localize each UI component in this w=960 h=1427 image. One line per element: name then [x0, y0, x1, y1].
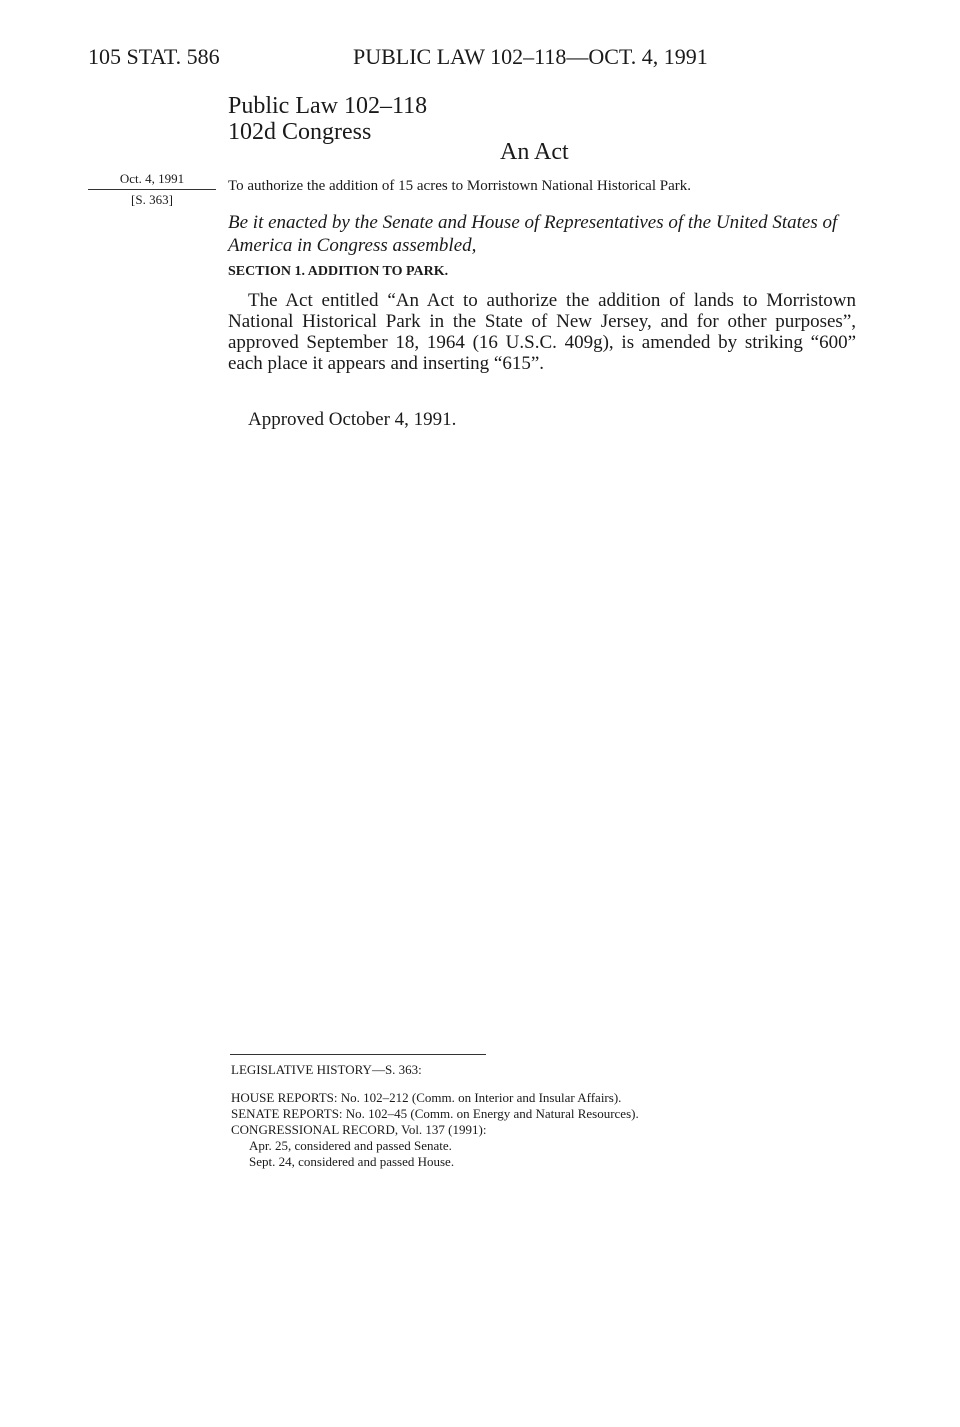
record-item: Sept. 24, considered and passed House.	[249, 1154, 455, 1169]
legislative-history	[231, 1090, 639, 1170]
margin-note	[88, 170, 216, 209]
enacting-clause: Be it enacted by the Senate and House of Representatives of the United States of America in Congress assembled,	[228, 212, 838, 256]
section-heading: SECTION 1. ADDITION TO PARK.	[228, 264, 449, 279]
margin-divider	[88, 189, 216, 190]
section-body: The Act entitled “An Act to authorize the addition of lands to Morristown National Historical Park in the State of New Jersey, and for other purposes”, approved September 18, 1964 (16 U.S.C. 409g), is amended by striking “600” each place it appears and inserting “615”.	[228, 290, 856, 374]
public-law-number: Public Law 102–118	[228, 93, 428, 119]
margin-date: Oct. 4, 1991	[119, 171, 185, 186]
stat-page-number: 105 STAT. 586	[88, 44, 220, 69]
long-title: To authorize the addition of 15 acres to Morristown National Historical Park.	[228, 178, 692, 194]
congressional-record: CONGRESSIONAL RECORD, Vol. 137 (1991):	[231, 1122, 487, 1137]
margin-bill-number: [S. 363]	[131, 192, 173, 207]
senate-reports: SENATE REPORTS: No. 102–45 (Comm. on Energy and Natural Resources).	[231, 1106, 639, 1121]
record-item: Apr. 25, considered and passed Senate.	[249, 1138, 452, 1153]
legislative-history-title: LEGISLATIVE HISTORY—S. 363:	[231, 1062, 422, 1077]
congress-label: 102d Congress	[228, 119, 372, 145]
running-head-title: PUBLIC LAW 102–118—OCT. 4, 1991	[353, 44, 708, 69]
an-act-title: An Act	[500, 139, 569, 165]
law-heading	[228, 93, 427, 145]
approval-date: Approved October 4, 1991.	[248, 409, 457, 430]
house-reports: HOUSE REPORTS: No. 102–212 (Comm. on Interior and Insular Affairs).	[231, 1090, 622, 1105]
footnote-divider	[230, 1054, 486, 1055]
